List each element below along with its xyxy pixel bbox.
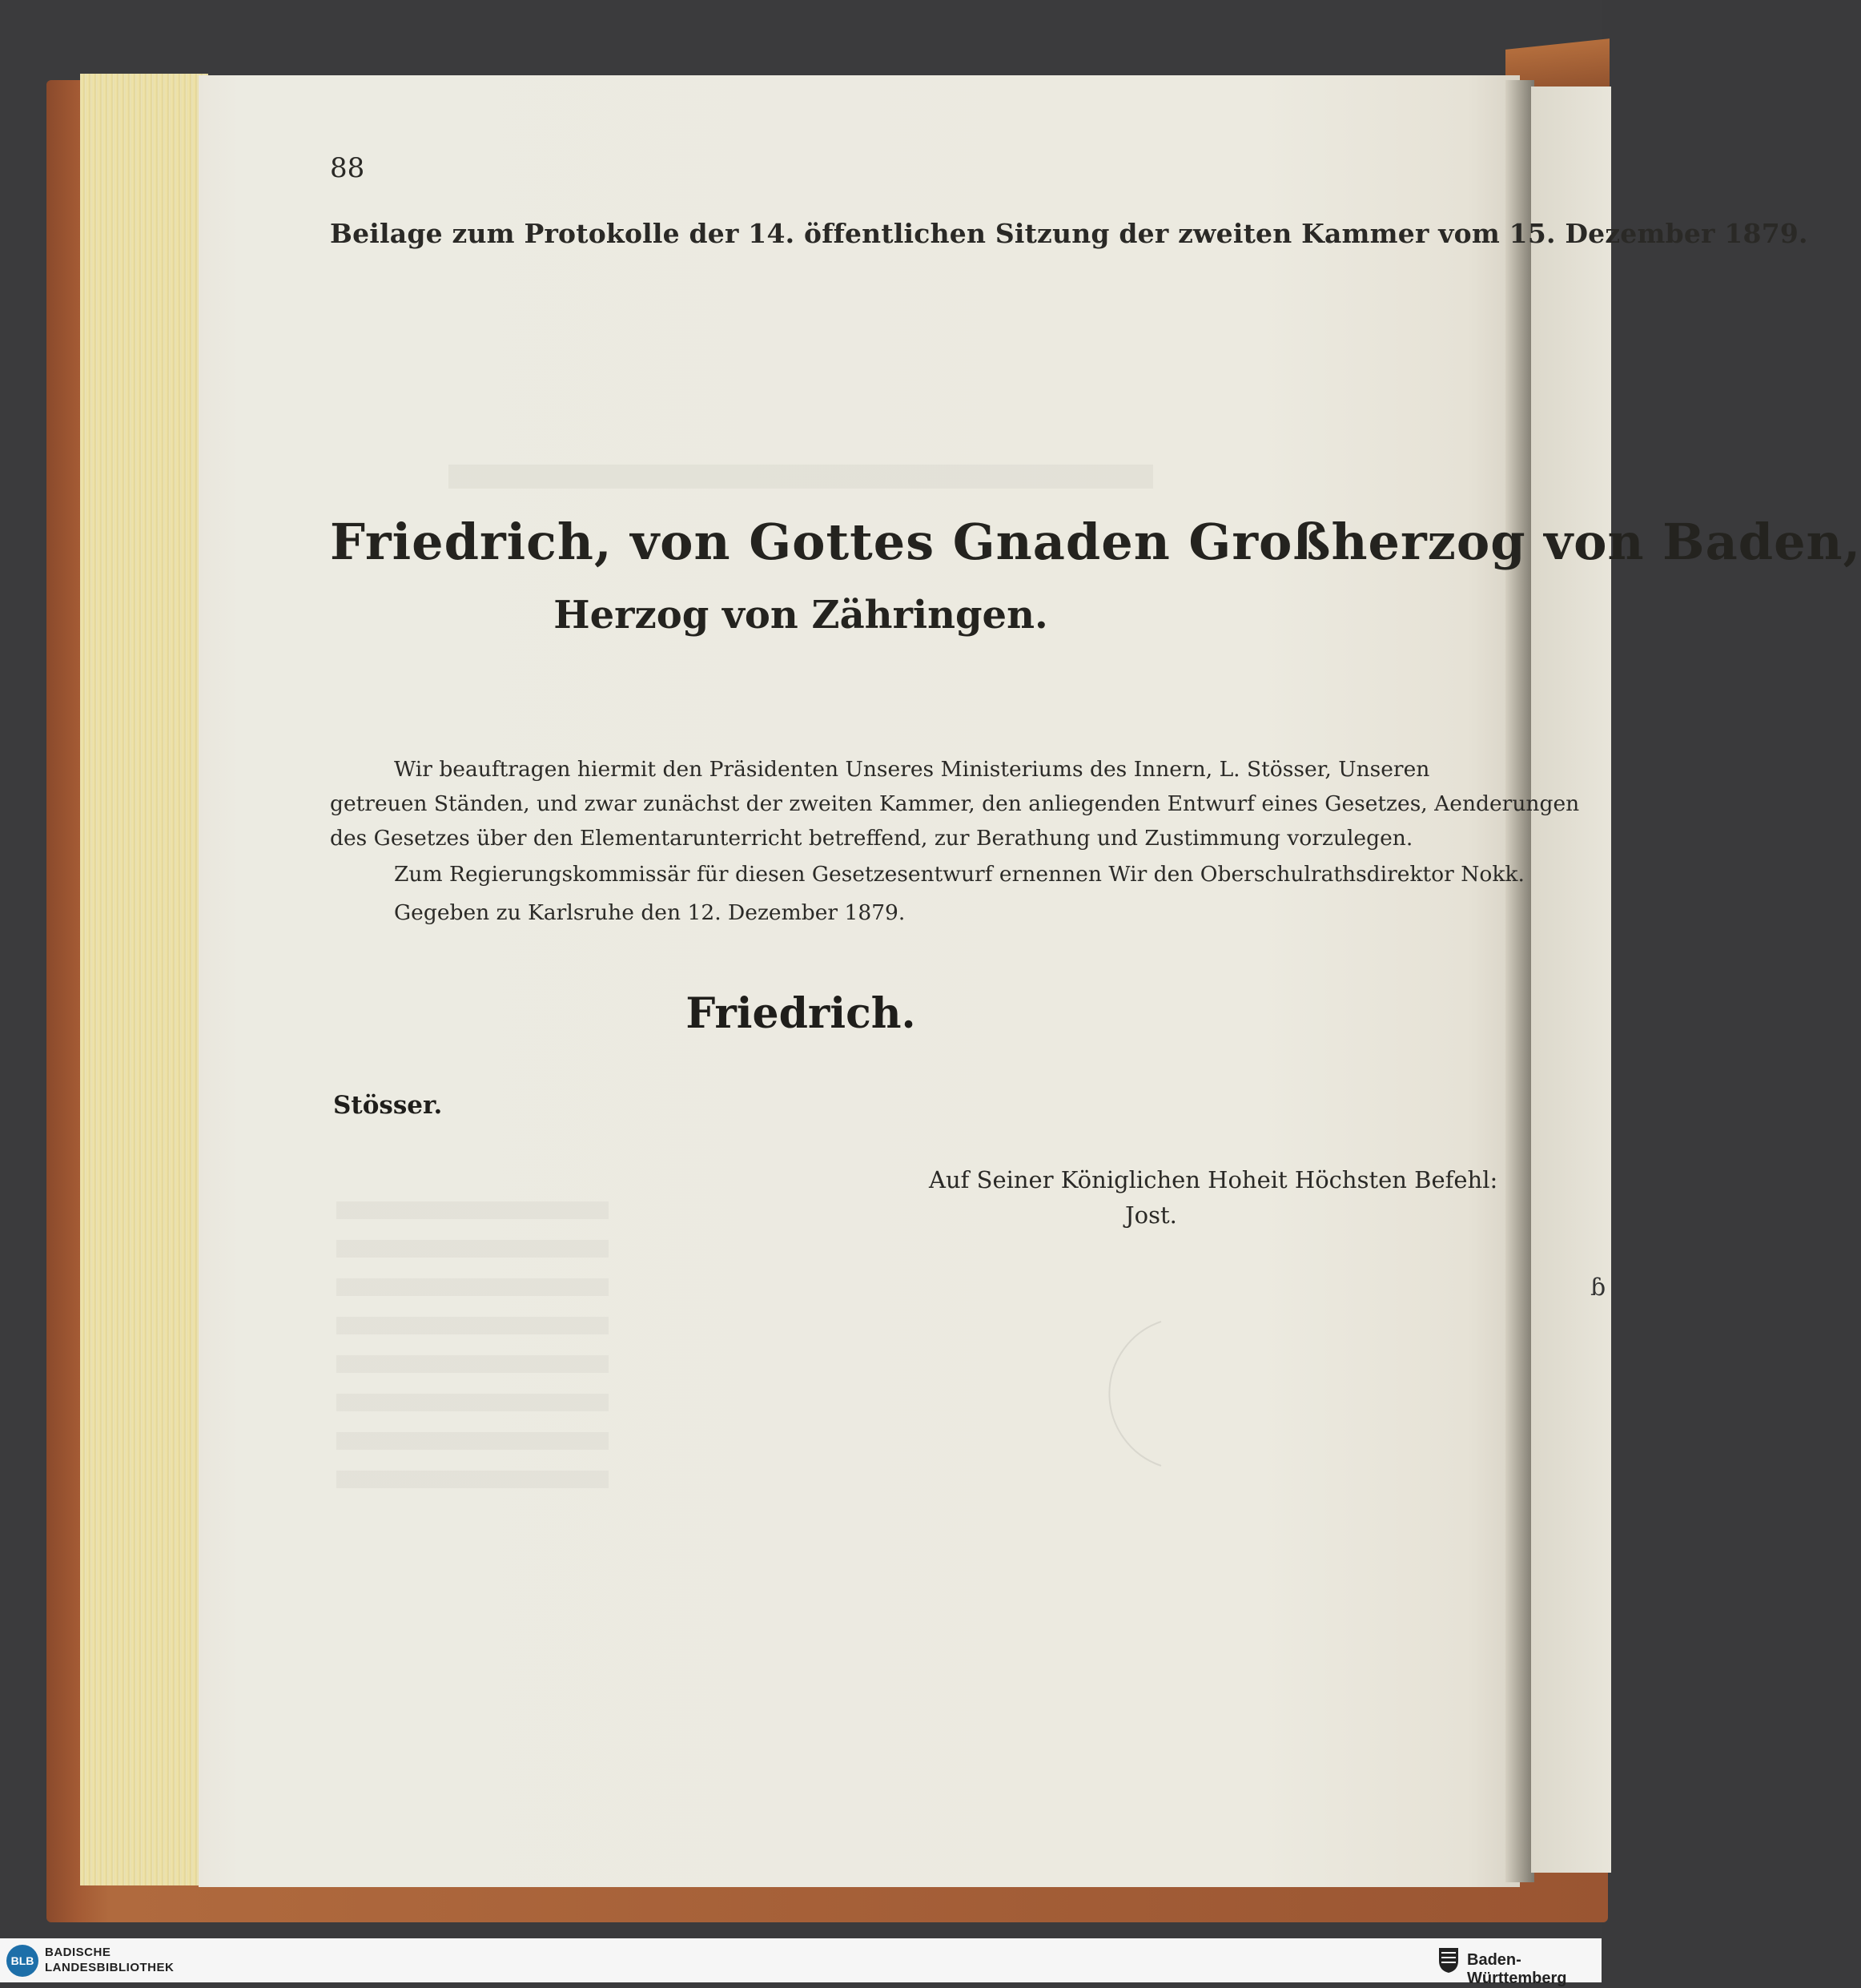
page-number: 88 — [330, 152, 365, 184]
circular-stamp-impression — [1065, 1314, 1177, 1474]
facing-page-glyph: ɓ — [1590, 1274, 1606, 1302]
baden-wuerttemberg-crest-icon[interactable] — [1437, 1946, 1460, 1974]
signature-ruler: Friedrich. — [685, 989, 916, 1038]
show-through-mark — [448, 465, 1153, 489]
state-name[interactable]: Baden-Württemberg — [1467, 1951, 1567, 1987]
document-subtitle: Herzog von Zähringen. — [553, 593, 1048, 638]
facing-page-edge — [1531, 87, 1611, 1873]
paragraph-line: Wir beauftragen hiermit den Präsidenten Unseres Ministeriums des Innern, L. Stösser, Unseren — [394, 757, 1430, 782]
viewer-footer-bar — [0, 1938, 1602, 1982]
countersignature: Jost. — [1125, 1201, 1177, 1229]
blb-logo-icon[interactable]: BLB — [6, 1945, 38, 1977]
paragraph-line: des Gesetzes über den Elementarunterricht betreffend, zur Berathung und Zustimmung vorzulegen. — [330, 826, 1413, 851]
running-head: Beilage zum Protokolle der 14. öffentlichen Sitzung der zweiten Kammer vom 15. Dezember 1879. — [330, 218, 1808, 249]
paragraph-line: getreuen Ständen, und zwar zunächst der zweiten Kammer, den anliegenden Entwurf eines Gesetzes, Aenderungen — [330, 791, 1580, 816]
document-page — [199, 75, 1520, 1887]
library-name[interactable] — [45, 1945, 174, 1975]
show-through-mark — [336, 1201, 609, 1490]
book-gutter — [1505, 80, 1534, 1882]
paragraph-commissioner: Zum Regierungskommissär für diesen Gesetzesentwurf ernennen Wir den Oberschulrathsdirektor Nokk. — [394, 862, 1525, 887]
document-title: Friedrich, von Gottes Gnaden Großherzog von Baden, — [330, 513, 1861, 571]
library-name-line1: BADISCHE — [45, 1946, 111, 1959]
library-name-line2: LANDESBIBLIOTHEK — [45, 1961, 175, 1974]
paragraph-dateline: Gegeben zu Karlsruhe den 12. Dezember 1879. — [394, 900, 906, 925]
page-block-edge — [80, 74, 208, 1885]
command-line: Auf Seiner Königlichen Hoheit Höchsten Befehl: — [929, 1166, 1498, 1193]
signature-minister: Stösser. — [333, 1091, 443, 1120]
